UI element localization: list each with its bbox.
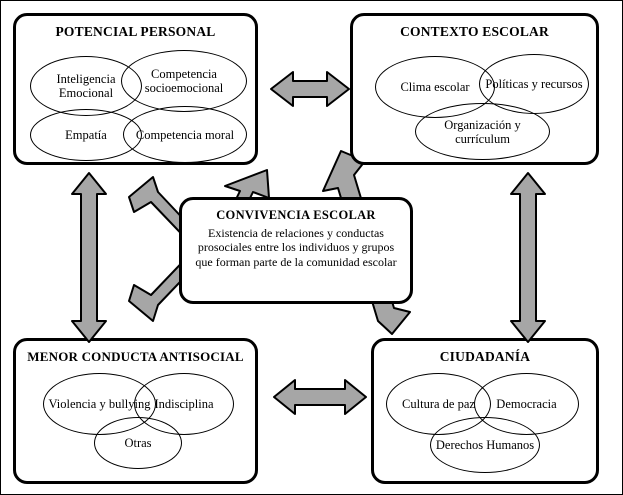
- node-menor-conducta-antisocial-title: MENOR CONDUCTA ANTISOCIAL: [27, 349, 244, 364]
- ellipse-competencia-moral: Competencia moral: [123, 106, 247, 163]
- ellipse-violencia-y-bullying: Violencia y bullying: [43, 373, 156, 435]
- node-convivencia-escolar-description: Existencia de relaciones y conductas prosociales entre los individuos y grupos que forman parte de la comunidad escolar: [195, 226, 397, 269]
- ellipse-indisciplina: Indisciplina: [134, 373, 234, 435]
- node-convivencia-escolar[interactable]: [179, 197, 413, 304]
- arrow-bottom-horizontal: [274, 380, 366, 414]
- ellipse-cultura-de-paz: Cultura de paz: [386, 373, 491, 435]
- ellipse-democracia: Democracia: [474, 373, 579, 435]
- node-convivencia-escolar-title: CONVIVENCIA ESCOLAR: [216, 208, 376, 222]
- arrow-top-horizontal: [271, 72, 349, 106]
- node-potencial-personal-title: POTENCIAL PERSONAL: [55, 24, 216, 39]
- ellipse-derechos-humanos: Derechos Humanos: [430, 417, 540, 473]
- ellipse-organizacion-y-curriculum: Organización y currículum: [415, 103, 550, 160]
- ellipse-empatia: Empatía: [30, 109, 142, 161]
- node-contexto-escolar-title: CONTEXTO ESCOLAR: [400, 24, 549, 39]
- arrow-right-vertical: [511, 173, 545, 342]
- ellipse-clima-escolar: Clima escolar: [375, 56, 495, 118]
- ellipse-inteligencia-emocional: Inteligencia Emocional: [30, 56, 142, 116]
- ellipse-otras: Otras: [94, 417, 182, 469]
- arrow-left-vertical: [72, 173, 106, 342]
- node-ciudadania-title: CIUDADANÍA: [439, 349, 531, 364]
- ellipse-politicas-y-recursos: Políticas y recursos: [479, 54, 589, 114]
- ellipse-competencia-socioemocional: Competencia socioemocional: [121, 50, 247, 112]
